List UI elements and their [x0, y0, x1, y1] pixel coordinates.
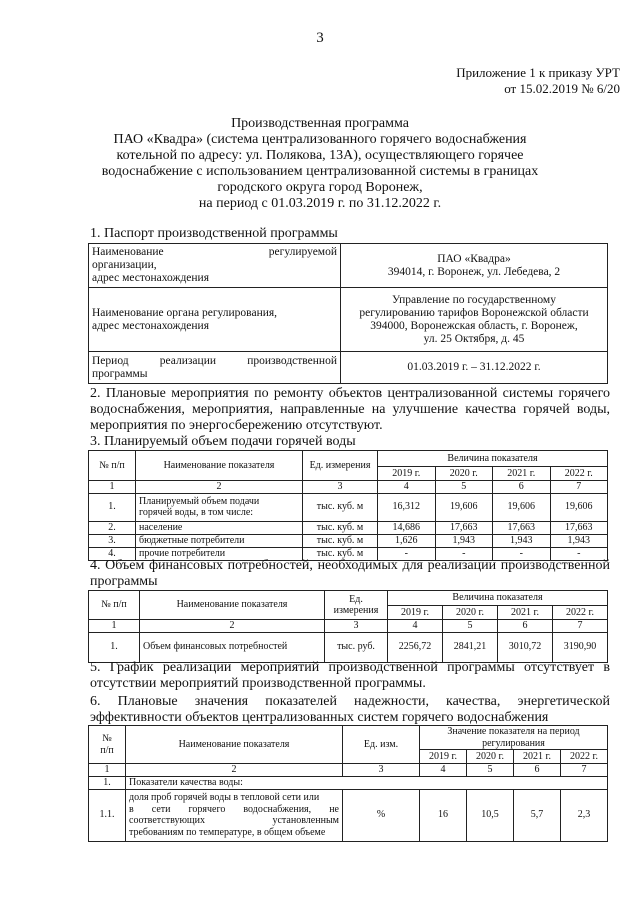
passport-row-regulator — [89, 288, 608, 352]
table-row — [89, 789, 608, 841]
section5-line: 5. График реализации мероприятий производственной программы отсутствует в — [90, 660, 610, 675]
index-cell: 2 — [136, 481, 303, 494]
passport-value-cell — [341, 244, 608, 288]
row-value: 2,3 — [561, 789, 608, 841]
row-value: - — [378, 547, 436, 560]
passport-value: Управление по государственному — [392, 293, 556, 306]
index-cell: 1 — [89, 620, 140, 633]
row-value: 3190,90 — [553, 632, 608, 662]
quality-indicators-table — [88, 725, 608, 842]
section5-text — [90, 660, 610, 692]
header-name: Наименование показателя — [126, 726, 343, 764]
header-year: 2019 г. — [420, 750, 467, 764]
section4-line: программы — [90, 574, 158, 589]
passport-label-cell — [89, 244, 341, 288]
row-value: 16,312 — [378, 493, 436, 521]
row-unit: тыс. куб. м — [303, 547, 378, 560]
row-value: 10,5 — [467, 789, 514, 841]
index-cell: 7 — [550, 481, 608, 494]
header-value: Величина показателя — [388, 591, 608, 606]
header-value — [420, 726, 608, 750]
table-row — [89, 521, 608, 534]
section2-line: 2. Плановые мероприятия по ремонту объектов централизованной системы горячего — [90, 386, 610, 401]
financial-needs-table — [88, 590, 608, 663]
index-cell: 6 — [493, 481, 551, 494]
row-name-line: требованиям по температуре, в общем объеме — [129, 826, 326, 838]
index-row — [89, 481, 608, 494]
row-value: 17,663 — [435, 521, 493, 534]
title-line-4: водоснабжение с использованием централизованной системы в границах — [101, 164, 539, 179]
index-row — [89, 620, 608, 633]
title-line-6: на период с 01.03.2019 г. по 31.12.2022 г. — [198, 196, 442, 211]
row-unit: тыс. куб. м — [303, 534, 378, 547]
passport-label-cell — [89, 288, 341, 352]
passport-value-cell — [341, 288, 608, 352]
row-value: - — [550, 547, 608, 560]
header-name: Наименование показателя — [136, 451, 303, 481]
row-value: 5,7 — [514, 789, 561, 841]
row-num: 1. — [89, 776, 126, 789]
table-header-row — [89, 451, 608, 467]
index-cell: 5 — [435, 481, 493, 494]
row-name: бюджетные потребители — [136, 534, 303, 547]
row-name-line: Планируемый объем подачи — [139, 495, 260, 507]
passport-value: ПАО «Квадра» — [437, 252, 511, 265]
row-value: 2841,21 — [443, 632, 498, 662]
appendix-note — [456, 65, 620, 97]
row-num: 1.1. — [89, 789, 126, 841]
index-cell: 3 — [343, 764, 420, 777]
index-cell: 2 — [140, 620, 325, 633]
row-value: 17,663 — [550, 521, 608, 534]
passport-label: Наименование органа регулирования, — [92, 306, 278, 319]
passport-value: 394014, г. Воронеж, ул. Лебедева, 2 — [387, 265, 561, 278]
row-name: население — [136, 521, 303, 534]
header-year: 2020 г. — [443, 606, 498, 620]
row-value: 19,606 — [550, 493, 608, 521]
section4-line: 4. Объем финансовых потребностей, необходимых для реализации производственной — [90, 558, 610, 573]
header-unit-line: Ед. — [349, 593, 363, 605]
row-name-line: в сети горячего водоснабжения, не — [129, 803, 339, 815]
section3-heading: 3. Планируемый объем подачи горячей воды — [90, 434, 356, 449]
row-value: 16 — [420, 789, 467, 841]
row-value: 1,626 — [378, 534, 436, 547]
index-cell: 1 — [89, 481, 136, 494]
row-unit: тыс. руб. — [325, 632, 388, 662]
index-cell: 7 — [553, 620, 608, 633]
row-value: - — [435, 547, 493, 560]
row-value: 19,606 — [493, 493, 551, 521]
appendix-line-1: Приложение 1 к приказу УРТ — [456, 65, 620, 80]
header-year: 2021 г. — [493, 467, 551, 481]
row-num: 4. — [89, 547, 136, 560]
table-row — [89, 493, 608, 521]
section2-line: водоснабжения, мероприятия, направленные на улучшение качества горячей воды, — [90, 402, 610, 417]
header-year: 2021 г. — [514, 750, 561, 764]
section5-line: отсутствии мероприятий производственной программы. — [90, 676, 426, 691]
title-line-1: Производственная программа — [231, 116, 409, 131]
index-cell: 5 — [443, 620, 498, 633]
index-cell: 1 — [89, 764, 126, 777]
header-year: 2021 г. — [498, 606, 553, 620]
header-value: Величина показателя — [378, 451, 608, 467]
row-num: 1. — [89, 493, 136, 521]
header-unit-line: измерения — [333, 605, 379, 616]
title-line-3: котельной по адресу: ул. Полякова, 13А), осуществляющего горячее — [116, 148, 524, 163]
index-cell: 6 — [514, 764, 561, 777]
row-name — [136, 493, 303, 521]
passport-value-cell — [341, 352, 608, 384]
row-name-line: соответствующих установленным — [129, 815, 339, 826]
passport-value: 01.03.2019 г. – 31.12.2022 г. — [407, 361, 541, 373]
supply-volume-table — [88, 450, 608, 561]
table-row — [89, 632, 608, 662]
index-cell: 6 — [498, 620, 553, 633]
section2-line: мероприятия по энергосбережению отсутствуют. — [90, 418, 383, 433]
index-cell: 4 — [378, 481, 436, 494]
passport-row-organization — [89, 244, 608, 288]
passport-table — [88, 243, 608, 384]
header-num-line: п/п — [100, 744, 114, 756]
header-unit — [325, 591, 388, 620]
index-cell: 7 — [561, 764, 608, 777]
index-cell: 3 — [303, 481, 378, 494]
header-year: 2019 г. — [388, 606, 443, 620]
index-cell: 4 — [388, 620, 443, 633]
header-value-line: регулирования — [482, 737, 545, 749]
row-value: 3010,72 — [498, 632, 553, 662]
row-value: 14,686 — [378, 521, 436, 534]
passport-label: адрес местонахождения — [92, 319, 210, 332]
row-name: прочие потребители — [136, 547, 303, 560]
row-value: 17,663 — [493, 521, 551, 534]
passport-value: 394000, Воронежская область, г. Воронеж, — [370, 319, 578, 332]
index-row — [89, 764, 608, 777]
group-row — [89, 776, 608, 789]
passport-row-period — [89, 352, 608, 384]
section2-text — [90, 386, 610, 434]
header-num: № п/п — [89, 451, 136, 481]
section6-line: эффективности объектов централизованных систем горячего водоснабжения — [90, 710, 549, 725]
group-name: Показатели качества воды: — [126, 776, 608, 789]
header-year: 2022 г. — [550, 467, 608, 481]
header-unit: Ед. измерения — [303, 451, 378, 481]
row-value: - — [493, 547, 551, 560]
passport-value: ул. 25 Октября, д. 45 — [423, 332, 525, 345]
passport-label: Период реализации производственной — [92, 354, 337, 367]
row-value: 19,606 — [435, 493, 493, 521]
header-year: 2022 г. — [553, 606, 608, 620]
row-name — [126, 789, 343, 841]
header-name: Наименование показателя — [140, 591, 325, 620]
passport-value: регулированию тарифов Воронежской области — [359, 306, 589, 319]
header-year: 2020 г. — [467, 750, 514, 764]
header-year: 2022 г. — [561, 750, 608, 764]
row-value: 1,943 — [493, 534, 551, 547]
title-line-2: ПАО «Квадра» (система централизованного горячего водоснабжения — [113, 132, 527, 147]
index-cell: 3 — [325, 620, 388, 633]
passport-label: Наименование регулируемой — [92, 246, 337, 258]
row-num: 2. — [89, 521, 136, 534]
document-title — [60, 116, 580, 212]
table-row — [89, 534, 608, 547]
header-num: № п/п — [89, 591, 140, 620]
appendix-line-2: от 15.02.2019 № 6/20 — [504, 81, 620, 96]
section1-heading: 1. Паспорт производственной программы — [90, 226, 338, 241]
header-value-line: Значение показателя на период — [447, 726, 580, 737]
row-name-line: горячей воды, в том числе: — [139, 507, 254, 518]
row-num: 1. — [89, 632, 140, 662]
passport-label-cell — [89, 352, 341, 384]
row-name: Объем финансовых потребностей — [140, 632, 325, 662]
row-name-line: доля проб горячей воды в тепловой сети или — [129, 792, 320, 803]
row-unit: тыс. куб. м — [303, 521, 378, 534]
row-value: 2256,72 — [388, 632, 443, 662]
index-cell: 4 — [420, 764, 467, 777]
header-num — [89, 726, 126, 764]
row-unit: % — [343, 789, 420, 841]
index-cell: 2 — [126, 764, 343, 777]
header-year: 2019 г. — [378, 467, 436, 481]
title-line-5: городского округа город Воронеж, — [217, 180, 423, 195]
row-value: 1,943 — [550, 534, 608, 547]
section4-heading — [90, 558, 610, 590]
table-header-row — [89, 591, 608, 606]
row-value: 1,943 — [435, 534, 493, 547]
header-year: 2020 г. — [435, 467, 493, 481]
row-num: 3. — [89, 534, 136, 547]
passport-label: программы — [92, 367, 148, 380]
header-num-line: № — [102, 733, 112, 744]
table-header-row — [89, 726, 608, 750]
header-unit: Ед. изм. — [343, 726, 420, 764]
index-cell: 5 — [467, 764, 514, 777]
passport-label: адрес местонахождения — [92, 272, 210, 284]
row-unit: тыс. куб. м — [303, 493, 378, 521]
section6-heading — [90, 694, 610, 726]
section6-line: 6. Плановые значения показателей надежности, качества, энергетической — [90, 694, 610, 709]
page-number: 3 — [316, 30, 324, 46]
passport-label: организации, — [92, 259, 157, 271]
